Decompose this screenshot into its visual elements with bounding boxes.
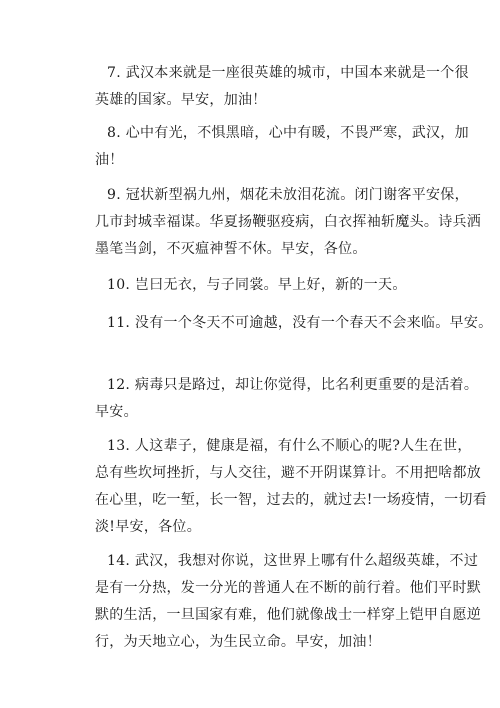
paragraph-9 <box>95 182 482 263</box>
paragraph-line: 10. 岂曰无衣，与子同裳。早上好，新的一天。 <box>107 277 407 293</box>
paragraph-line: 默的生活，一旦国家有难，他们就像战士一样穿上铠甲自愿逆 <box>95 607 482 623</box>
paragraph-8 <box>95 120 469 174</box>
paragraph-14 <box>95 548 482 656</box>
paragraph-line: 7. 武汉本来就是一座很英雄的城市，中国本来就是一个很 <box>107 65 469 81</box>
paragraph-line: 总有些坎坷挫折，与人交往，避不开阴谋算计。不用把啥都放 <box>95 465 482 481</box>
paragraph-line: 油！ <box>95 152 124 168</box>
paragraph-line: 14. 武汉，我想对你说，这世界上哪有什么超级英雄，不过 <box>107 553 479 569</box>
paragraph-10 <box>95 272 440 299</box>
paragraph-line: 淡!早安，各位。 <box>95 519 202 535</box>
paragraph-line: 早安。 <box>95 404 138 420</box>
paragraph-line: 13. 人这辈子，健康是福，有什么不顺心的呢?人生在世， <box>107 438 472 454</box>
paragraph-line: 9. 冠状新型祸九州，烟花未放泪花流。闭门谢客平安保， <box>107 187 469 203</box>
paragraph-line: 11. 没有一个冬天不可逾越，没有一个春天不会来临。早安。 <box>107 315 493 331</box>
paragraph-7 <box>95 60 469 114</box>
paragraph-line: 墨笔当剑，不灭瘟神誓不休。早安，各位。 <box>95 241 367 257</box>
paragraph-13 <box>95 433 488 541</box>
paragraph-line: 8. 心中有光，不惧黑暗，心中有暖，不畏严寒，武汉，加 <box>107 125 469 141</box>
paragraph-line: 12. 病毒只是路过，却让你觉得，比名利更重要的是活着。 <box>107 377 479 393</box>
paragraph-line: 行，为天地立心，为生民立命。早安，加油！ <box>95 634 381 650</box>
paragraph-11 <box>95 310 493 337</box>
paragraph-line: 几市封城幸福谋。华夏扬鞭驱疫病，白衣挥袖斩魔头。诗兵洒 <box>95 214 482 230</box>
paragraph-line: 在心里，吃一堑，长一智，过去的，就过去!一场疫情，一切看 <box>95 492 488 508</box>
paragraph-line: 是有一分热，发一分光的普通人在不断的前行着。他们平时默 <box>95 580 482 596</box>
paragraph-12 <box>95 372 479 426</box>
paragraph-line: 英雄的国家。早安，加油！ <box>95 92 267 108</box>
